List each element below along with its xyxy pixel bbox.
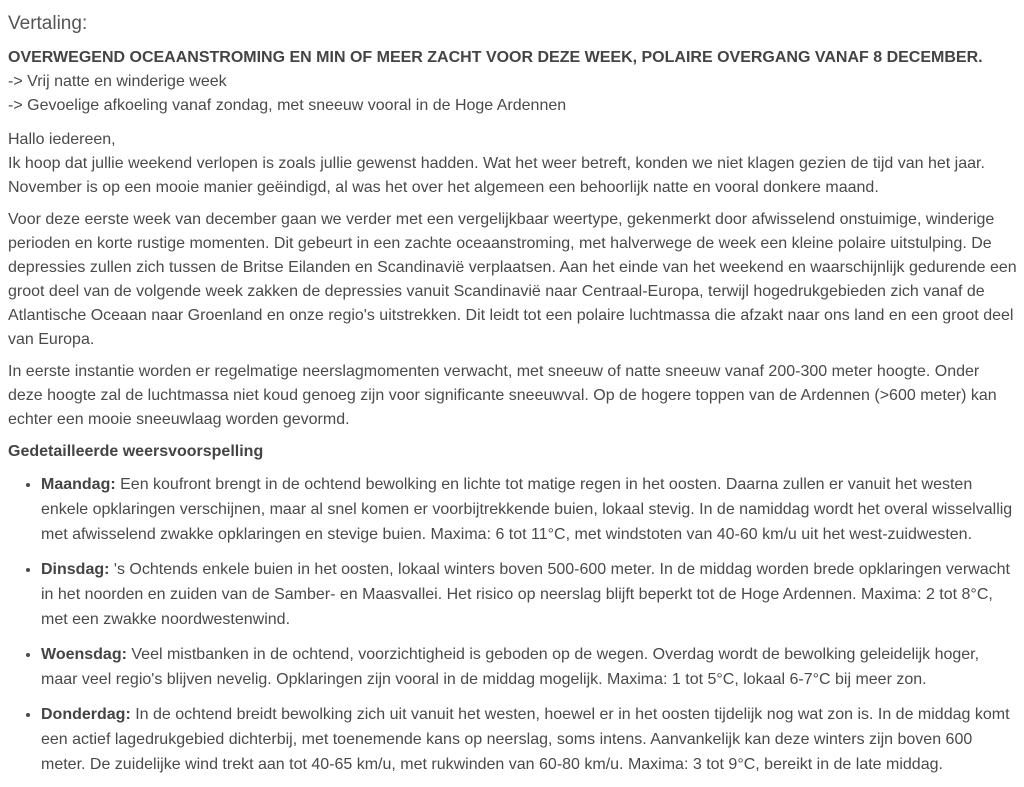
paragraph-weather-pattern: Voor deze eerste week van december gaan we verder met een vergelijkbaar weertype, gekenmerkt door afwisselend onstuimige, winderige perioden en korte rustige momenten. Dit gebeurt in een zachte oceaanstroming, met halverwege de week een kleine polaire uitstulping. De depressies zullen zich tussen de Britse Eilanden en Scandinavië verplaatsen. Aan het einde van het weekend en waarschijnlijk gedurende een groot deel van de volgende week zakken de depressies vanuit Scandinavië naar Centraal-Europa, terwijl hogedrukgebieden zich vanaf de Atlantische Oceaan naar Groenland en onze regio's uitstrekken. Dit leidt tot een polaire luchtmassa die afzakt naar ons land en een groot deel van Europa. <box>8 211 1017 348</box>
forecast-day-text: 's Ochtends enkele buien in het oosten, lokaal winters boven 500-600 meter. In de middag worden brede opklaringen verwacht in het noorden en zuiden van de Samber- en Maasvallei. Het risico op neerslag blijft beperkt tot de Hoge Ardennen. Maxima: 2 tot 8°C, met een zwakke noordwestenwind. <box>41 561 1010 628</box>
summary-line-1: -> Vrij natte en winderige week <box>8 73 227 90</box>
forecast-item-thursday <box>41 702 1018 777</box>
forecast-day-text: In de ochtend breidt bewolking zich uit vanuit het westen, hoewel er in het oosten tijdelijk nog wat zon is. In de middag komt een actief lagedrukgebied dichterbij, met toenemende kans op neerslag, soms intens. Aanvankelijk kan deze winters zijn boven 600 meter. De zuidelijke wind trekt aan tot 40-65 km/u, met rukwinden van 60-80 km/u. Maxima: 3 tot 9°C, bereikt in de late middag. <box>41 706 1010 773</box>
forecast-day-label: Woensdag: <box>41 646 127 663</box>
forecast-day-text: Een koufront brengt in de ochtend bewolking en lichte tot matige regen in het oosten. Daarna zullen er vanuit het westen enkele opklaringen verschijnen, maar al snel komen er voorbijtrekkende buien, lokaal stevig. In de namiddag wordt het overal wisselvallig met afwisselend zwakke opklaringen en stevige buien. Maxima: 6 tot 11°C, met windstoten van 40-60 km/u uit het west-zuidwesten. <box>41 476 1013 543</box>
forecast-day-label: Maandag: <box>41 476 116 493</box>
forecast-list <box>8 472 1018 777</box>
forecast-headline: OVERWEGEND OCEAANSTROMING EN MIN OF MEER ZACHT VOOR DEZE WEEK, POLAIRE OVERGANG VANAF 8 DECEMBER. <box>8 49 983 66</box>
article <box>8 12 1018 787</box>
forecast-day-label: Donderdag: <box>41 706 131 723</box>
forecast-day-label: Dinsdag: <box>41 561 110 578</box>
paragraph-precipitation: In eerste instantie worden er regelmatige neerslagmomenten verwacht, met sneeuw of natte sneeuw vanaf 200-300 meter hoogte. Onder deze hoogte zal de luchtmassa niet koud genoeg zijn voor significante sneeuwval. Op de hogere toppen van de Ardennen (>600 meter) kan echter een mooie sneeuwlaag worden gevormd. <box>8 363 997 428</box>
summary-line-2: -> Gevoelige afkoeling vanaf zondag, met sneeuw vooral in de Hoge Ardennen <box>8 97 567 114</box>
forecast-item-wednesday <box>41 642 1018 692</box>
forecast-day-text: Veel mistbanken in de ochtend, voorzichtigheid is geboden op de wegen. Overdag wordt de bewolking geleidelijk hoger, maar veel regio's blijven nevelig. Opklaringen zijn vooral in de middag mogelijk. Maxima: 1 tot 5°C, lokaal 6-7°C bij meer zon. <box>41 646 980 688</box>
greeting: Hallo iedereen, <box>8 131 116 148</box>
forecast-item-monday <box>41 472 1018 547</box>
forecast-section-title: Gedetailleerde weersvoorspelling <box>8 443 264 460</box>
forecast-item-tuesday <box>41 557 1018 632</box>
translation-heading: Vertaling: <box>8 13 88 34</box>
paragraph-intro: Ik hoop dat jullie weekend verlopen is zoals jullie gewenst hadden. Wat het weer betreft, konden we niet klagen gezien de tijd van het jaar. November is op een mooie manier geëindigd, al was het over het algemeen een behoorlijk natte en vooral donkere maand. <box>8 155 985 196</box>
